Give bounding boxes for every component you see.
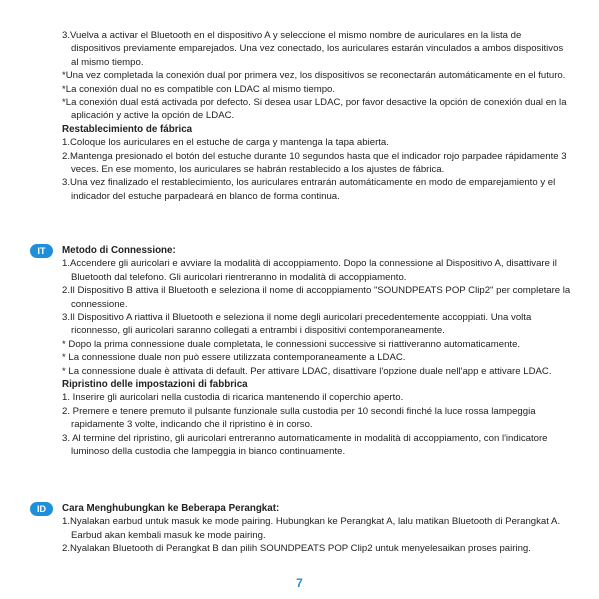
it-reset-step-1: 1. Inserire gli auricolari nella custodia di ricarica mantenendo il coperchio aperto. (62, 392, 404, 404)
id-step-1: 1.Nyalakan earbud untuk masuk ke mode pairing. Hubungkan ke Perangkat A, lalu matikan Bluetooth di Perangkat A. Earbud akan kembali masuk ke mode pairing. (62, 516, 561, 541)
it-step-2: 2.Il Dispositivo B attiva il Bluetooth e seleziona il nome di accoppiamento "SOUNDPEATS POP Clip2" per completare la connessione. (62, 285, 571, 310)
es-note-ldac-incompatible: *La conexión dual no es compatible con LDAC al mismo tiempo. (62, 83, 336, 95)
es-reset-step-1: 1.Coloque los auriculares en el estuche de carga y mantenga la tapa abierta. (62, 137, 389, 149)
es-note-auto-reconnect: *Una vez completada la conexión dual por primera vez, los dispositivos se reconectarán automáticamente en el futuro. (62, 70, 566, 82)
es-step-3: 3.Vuelva a activar el Bluetooth en el dispositivo A y seleccione el mismo nombre de auriculares en la lista de dispositivos previamente emparejados. Una vez conectado, los auriculares estarán vinculados a ambos dispositivos al mismo tiempo. (62, 30, 564, 68)
indonesian-section (62, 502, 572, 556)
id-connection-heading: Cara Menghubungkan ke Beberapa Perangkat: (62, 503, 280, 514)
es-reset-step-3: 3.Una vez finalizado el restablecimiento, los auriculares entrarán automáticamente en modo de emparejamiento y el indicador del estuche parpadeará en blanco de forma continua. (62, 177, 556, 202)
it-step-3: 3.Il Dispositivo A riattiva il Bluetooth e seleziona il nome degli auricolari precedentemente accoppiati. Una volta riconnesso, gli auricolari saranno collegati a entrambi i dispositivi contemporaneamente. (62, 312, 532, 337)
it-language-badge: IT (30, 244, 53, 258)
it-reset-step-2: 2. Premere e tenere premuto il pulsante funzionale sulla custodia per 10 secondi finché la luce rossa lampeggia rapidamente 3 volte, indicando che il ripristino è in corso. (62, 405, 536, 431)
it-reset-step-3: 3. Al termine del ripristino, gli auricolari entreranno automaticamente in modalità di accoppiamento, con l'indicatore luminoso della custodia che lampeggia in bianco continuamente. (62, 432, 548, 458)
it-note-auto-reconnect: * Dopo la prima connessione duale completata, le connessioni successive si riattiveranno automaticamente. (62, 338, 521, 350)
es-note-default-dual: *La conexión dual está activada por defecto. Si desea usar LDAC, por favor desactive la opción de conexión dual en la aplicación y active la opción de LDAC. (62, 97, 567, 122)
id-step-2: 2.Nyalakan Bluetooth di Perangkat B dan pilih SOUNDPEATS POP Clip2 untuk menyelesaikan proses pairing. (62, 543, 531, 555)
it-note-ldac-incompatible: * La connessione duale non può essere utilizzata contemporaneamente a LDAC. (62, 352, 406, 364)
it-step-1: 1.Accendere gli auricolari e avviare la modalità di accoppiamento. Dopo la connessione al Dispositivo A, disattivare il Bluetooth dal telefono. Gli auricolari rientreranno in modalità di accoppiamento. (62, 258, 557, 283)
it-reset-heading: Ripristino delle impostazioni di fabbrica (62, 379, 248, 391)
italian-section (62, 244, 572, 459)
spanish-section (62, 29, 572, 203)
it-connection-heading: Metodo di Connessione: (62, 245, 176, 256)
es-reset-step-2: 2.Mantenga presionado el botón del estuche durante 10 segundos hasta que el indicador rojo parpadee rápidamente 3 veces. En ese momento, los auriculares se habrán restablecido a los ajustes de fábrica. (62, 150, 567, 176)
id-language-badge: ID (30, 502, 53, 516)
page-number: 7 (296, 576, 303, 590)
es-reset-heading: Restablecimiento de fábrica (62, 123, 193, 135)
it-note-default-dual: * La connessione duale è attivata di default. Per attivare LDAC, disattivare l'opzione duale nell'app e attivare LDAC. (62, 365, 552, 377)
